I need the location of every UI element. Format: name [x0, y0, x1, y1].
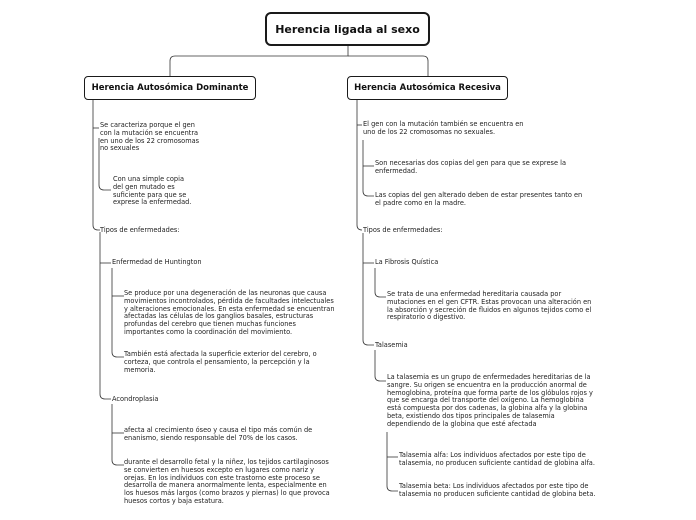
recesiva-topic-label: Herencia Autosómica Recesiva: [354, 83, 501, 93]
acondroplasia-desc-2[interactable]: durante el desarrollo fetal y la niñez, los tejidos cartilaginosos se convierten en huesos excepto en lugares como nariz y orejas. En los individuos con este trastorno este proceso se desarrolla de manera anormalmente lenta, especialmente en los huesos más largos (como brazos y piernas) lo que provoca huesos cortos y baja estatura.: [124, 458, 330, 505]
fibrosis-desc[interactable]: Se trata de una enfermedad hereditaria causada por mutaciones en el gen CFTR. Estas provocan una alteración en la absorción y secreción de fluidos en algunos tejidos como el respiratorio o digestivo.: [387, 290, 592, 322]
talasemia-alfa[interactable]: Talasemia alfa: Los individuos afectados por este tipo de talasemia, no producen suficiente cantidad de globina alfa.: [399, 451, 595, 467]
recesiva-copias[interactable]: Son necesarias dos copias del gen para que se exprese la enfermedad.: [375, 159, 566, 175]
talasemia-desc[interactable]: La talasemia es un grupo de enfermedades hereditarias de la sangre. Su origen se encuentra en la producción anormal de hemoglobina, proteína que forma parte de los glóbulos rojos y que se encarga del transporte del oxígeno. La hemoglobina está compuesta por dos cadenas, la globina alfa y la globina beta, existiendo dos tipos principales de talasemia dependiendo de la globina que esté afectada: [387, 373, 593, 428]
talasemia-beta[interactable]: Talasemia beta: Los individuos afectados por este tipo de talasemia no producen suficiente cantidad de globina beta.: [399, 482, 596, 498]
fibrosis-topic[interactable]: La Fibrosis Quística: [375, 258, 439, 266]
root-topic[interactable]: [265, 12, 430, 46]
recesiva-definicion[interactable]: El gen con la mutación también se encuentra en uno de los 22 cromosomas no sexuales.: [363, 120, 524, 136]
recesiva-padres[interactable]: Las copias del gen alterado deben de estar presentes tanto en el padre como en la madre.: [375, 191, 583, 207]
dominante-definicion[interactable]: Se caracteriza porque el gen con la mutación se encuentra en uno de los 22 cromosomas no sexuales: [100, 121, 200, 153]
dominante-copia[interactable]: Con una simple copia del gen mutado es suficiente para que se exprese la enfermedad.: [113, 175, 192, 207]
huntington-topic[interactable]: Enfermedad de Huntington: [112, 258, 202, 266]
huntington-desc-2[interactable]: También está afectada la superficie exterior del cerebro, o corteza, que controla el pensamiento, la percepción y la memoria.: [124, 350, 317, 374]
dominante-tipos[interactable]: Tipos de enfermedades:: [100, 226, 180, 234]
talasemia-topic[interactable]: Talasemia: [375, 341, 408, 349]
recesiva-tipos[interactable]: Tipos de enfermedades:: [363, 226, 443, 234]
acondroplasia-topic[interactable]: Acondroplasia: [112, 395, 159, 403]
dominante-topic[interactable]: [84, 76, 256, 100]
acondroplasia-desc-1[interactable]: afecta al crecimiento óseo y causa el tipo más común de enanismo, siendo responsable del 70% de los casos.: [124, 426, 313, 442]
huntington-desc-1[interactable]: Se produce por una degeneración de las neuronas que causa movimientos incontrolados, pérdida de facultades intelectuales y alteraciones emocionales. En esta enfermedad se encuentran afectadas las células de los ganglios basales, estructuras profundas del cerebro que tienen muchas funciones importantes como la coordinación del movimiento.: [124, 289, 335, 336]
dominante-topic-label: Herencia Autosómica Dominante: [91, 83, 249, 93]
recesiva-topic[interactable]: [347, 76, 508, 100]
root-topic-label: Herencia ligada al sexo: [275, 22, 420, 36]
